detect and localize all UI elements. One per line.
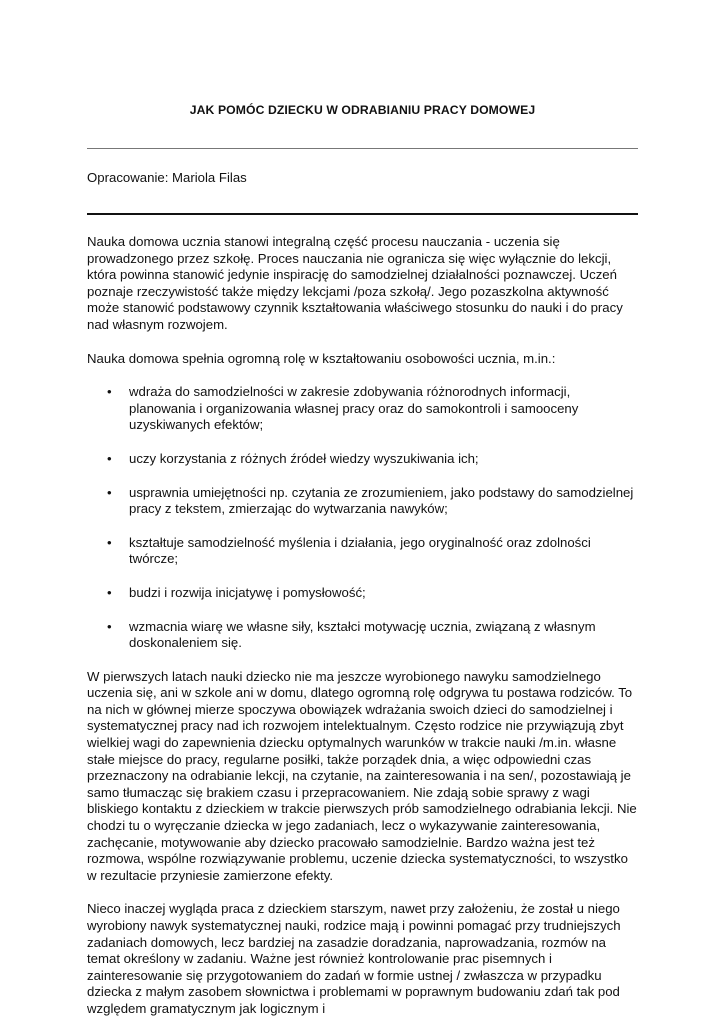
list-item xyxy=(87,535,640,568)
bullet-list xyxy=(87,384,640,652)
bullet-icon: • xyxy=(107,534,112,550)
list-item-text: wdraża do samodzielności w zakresie zdobywania różnorodnych informacji, planowania i organizowania własnej pracy oraz do samokontroli i samooceny uzyskiwanych efektów; xyxy=(129,384,579,433)
bullet-icon: • xyxy=(107,484,112,500)
list-item xyxy=(87,485,640,518)
list-item-text: budzi i rozwija inicjatywę i pomysłowość; xyxy=(129,584,366,600)
document-title: JAK POMÓC DZIECKU W ODRABIANIU PRACY DOMOWEJ xyxy=(189,103,536,117)
bullet-icon: • xyxy=(107,618,112,634)
list-item xyxy=(87,384,640,434)
bullet-icon: • xyxy=(107,384,112,400)
author-divider xyxy=(87,213,638,215)
paragraph-younger-child: W pierwszych latach nauki dziecko nie ma jeszcze wyrobionego nawyku samodzielnego uczenia się, ani w szkole ani w domu, dlatego ogromną rolę odgrywa tu postawa rodziców. To na nich w głównej mierze spoczywa obowiązek wdrażania swoich dzieci do samodzielnej i systematycznej pracy nad ich rozwojem intelektualnym. Często rodzice nie przywiązują zbyt wielkiej wagi do zapewnienia dziecku optymalnych warunków w trakcie nauki /m.in. własne stałe miejsce do pracy, regularne posiłki, także porządek dnia, a więc odpowiedni czas przeznaczony na odrabianie lekcji, na czytanie, na zainteresowania i na sen/, pozostawiają je samo tłumacząc się brakiem czasu i przepracowaniem. Nie zdają sobie sprawy z wagi bliskiego kontaktu z dzieckiem w trakcie pierwszych prób samodzielnego odrabiania lekcji. Nie chodzi tu o wyręczanie dziecka w jego zadaniach, lecz o wykazywanie zainteresowania, zachęcanie, motywowanie aby dziecko pracowało samodzielnie. Bardzo ważna jest też rozmowa, wspólne rozwiązywanie problemu, uczenie dziecka systematyczności, to wszystko w rezultacie przyniesie zamierzone efekty. xyxy=(87,668,637,883)
paragraph-list-lead: Nauka domowa spełnia ogromną rolę w kształtowaniu osobowości ucznia, m.in.: xyxy=(87,350,556,366)
title-divider xyxy=(87,148,638,149)
document-body xyxy=(87,234,640,1018)
list-item xyxy=(87,585,640,602)
author-line: Opracowanie: Mariola Filas xyxy=(87,170,247,185)
list-item-text: wzmacnia wiarę we własne siły, kształci motywację ucznia, związaną z własnym doskonaleniem się. xyxy=(129,618,596,651)
paragraph-intro: Nauka domowa ucznia stanowi integralną część procesu nauczania - uczenia się prowadzonego przez szkołę. Proces nauczania nie ogranicza się więc wyłącznie do lekcji, która powinna stanowić jedynie inspirację do samodzielnej działalności poznawczej. Uczeń poznaje rzeczywistość także między lekcjami /poza szkołą/. Jego pozaszkolna aktywność może stanowić podstawowy czynnik kształtowania właściwego stosunku do nauki i do pracy nad własnym rozwojem. xyxy=(87,234,623,332)
list-item xyxy=(87,619,640,652)
list-item xyxy=(87,451,640,468)
list-item-text: uczy korzystania z różnych źródeł wiedzy wyszukiwania ich; xyxy=(129,450,479,466)
paragraph-older-child: Nieco inaczej wygląda praca z dzieckiem starszym, nawet przy założeniu, że został u niego wyrobiony nawyk systematycznej nauki, rodzice mają i powinni pomagać przy trudniejszych zadaniach domowych, lecz bardziej na zasadzie doradzania, naprowadzania, rozmów na temat określony w zadaniu. Ważne jest również kontrolowanie prac pisemnych i zainteresowanie się przygotowaniem do zadań w formie ustnej / zwłaszcza w przypadku dziecka z małym zasobem słownictwa i problemami w poprawnym budowaniu zdań tak pod względem gramatycznym jak logicznym i xyxy=(87,901,621,1016)
list-item-text: usprawnia umiejętności np. czytania ze zrozumieniem, jako podstawy do samodzielnej pracy z tekstem, zmierzając do wytwarzania nawyków; xyxy=(129,484,634,517)
bullet-icon: • xyxy=(107,584,112,600)
bullet-icon: • xyxy=(107,450,112,466)
list-item-text: kształtuje samodzielność myślenia i działania, jego oryginalność oraz zdolności twórcze; xyxy=(129,534,591,567)
